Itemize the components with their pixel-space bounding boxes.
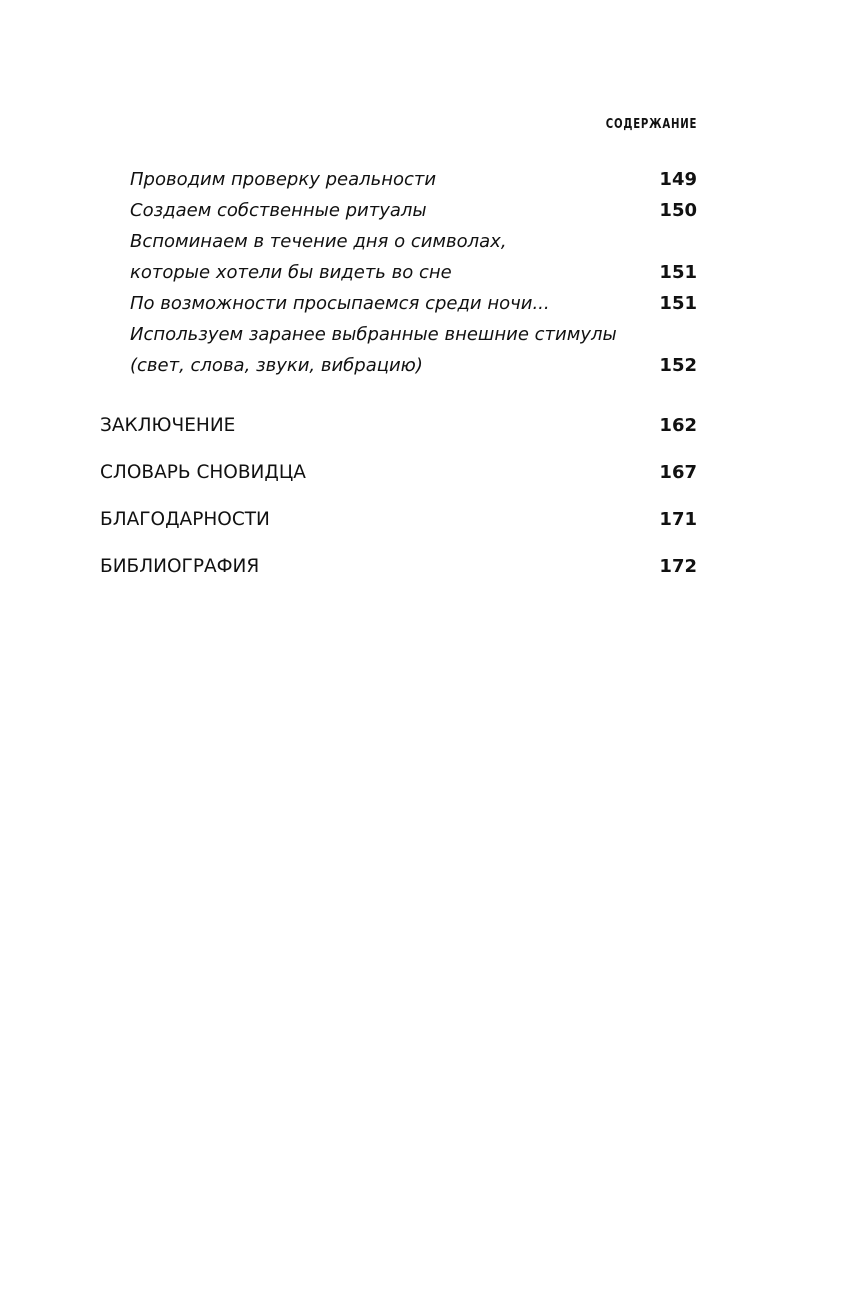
toc-entry-title-continued: (свет, слова, звуки, вибрацию) (130, 355, 423, 376)
toc-entry-title: БЛАГОДАРНОСТИ (100, 509, 270, 530)
toc-sub-entry-external-stimuli-line1[interactable] (0, 320, 697, 350)
toc-page-number: 167 (659, 462, 697, 483)
toc-page-number: 162 (659, 415, 697, 436)
toc-sub-entry-rituals[interactable] (0, 196, 697, 226)
running-head: СОДЕРЖАНИЕ (605, 117, 697, 132)
toc-entry-title: Используем заранее выбранные внешние стимулы (130, 324, 617, 345)
toc-entry-title: Создаем собственные ритуалы (130, 200, 427, 221)
toc-entry-title: Проводим проверку реальности (130, 169, 437, 190)
toc-page-number: 150 (659, 200, 697, 221)
toc-sub-entry-reality-check[interactable] (0, 165, 697, 195)
toc-main-entry-acknowledgements[interactable] (0, 505, 697, 535)
toc-entry-title: СЛОВАРЬ СНОВИДЦА (100, 462, 306, 483)
toc-main-entry-bibliography[interactable] (0, 552, 697, 582)
toc-entry-title: По возможности просыпаемся среди ночи... (130, 293, 550, 314)
toc-entry-title-continued: которые хотели бы видеть во сне (130, 262, 452, 283)
toc-sub-entry-symbols-line1[interactable] (0, 227, 697, 257)
toc-entry-title: Вспоминаем в течение дня о символах, (130, 231, 507, 252)
toc-entry-title: БИБЛИОГРАФИЯ (100, 556, 260, 577)
toc-main-entry-conclusion[interactable] (0, 411, 697, 441)
toc-page-number: 151 (659, 293, 697, 314)
toc-sub-entry-wake-at-night[interactable] (0, 289, 697, 319)
toc-sub-entry-symbols-line2[interactable] (0, 258, 697, 288)
toc-page-number: 152 (659, 355, 697, 376)
toc-entry-title: ЗАКЛЮЧЕНИЕ (100, 415, 236, 436)
toc-sub-entry-external-stimuli-line2[interactable] (0, 351, 697, 381)
toc-page-number: 151 (659, 262, 697, 283)
toc-main-entry-dreamer-dictionary[interactable] (0, 458, 697, 488)
toc-page-number: 171 (659, 509, 697, 530)
toc-page-number: 172 (659, 556, 697, 577)
toc-page-number: 149 (659, 169, 697, 190)
